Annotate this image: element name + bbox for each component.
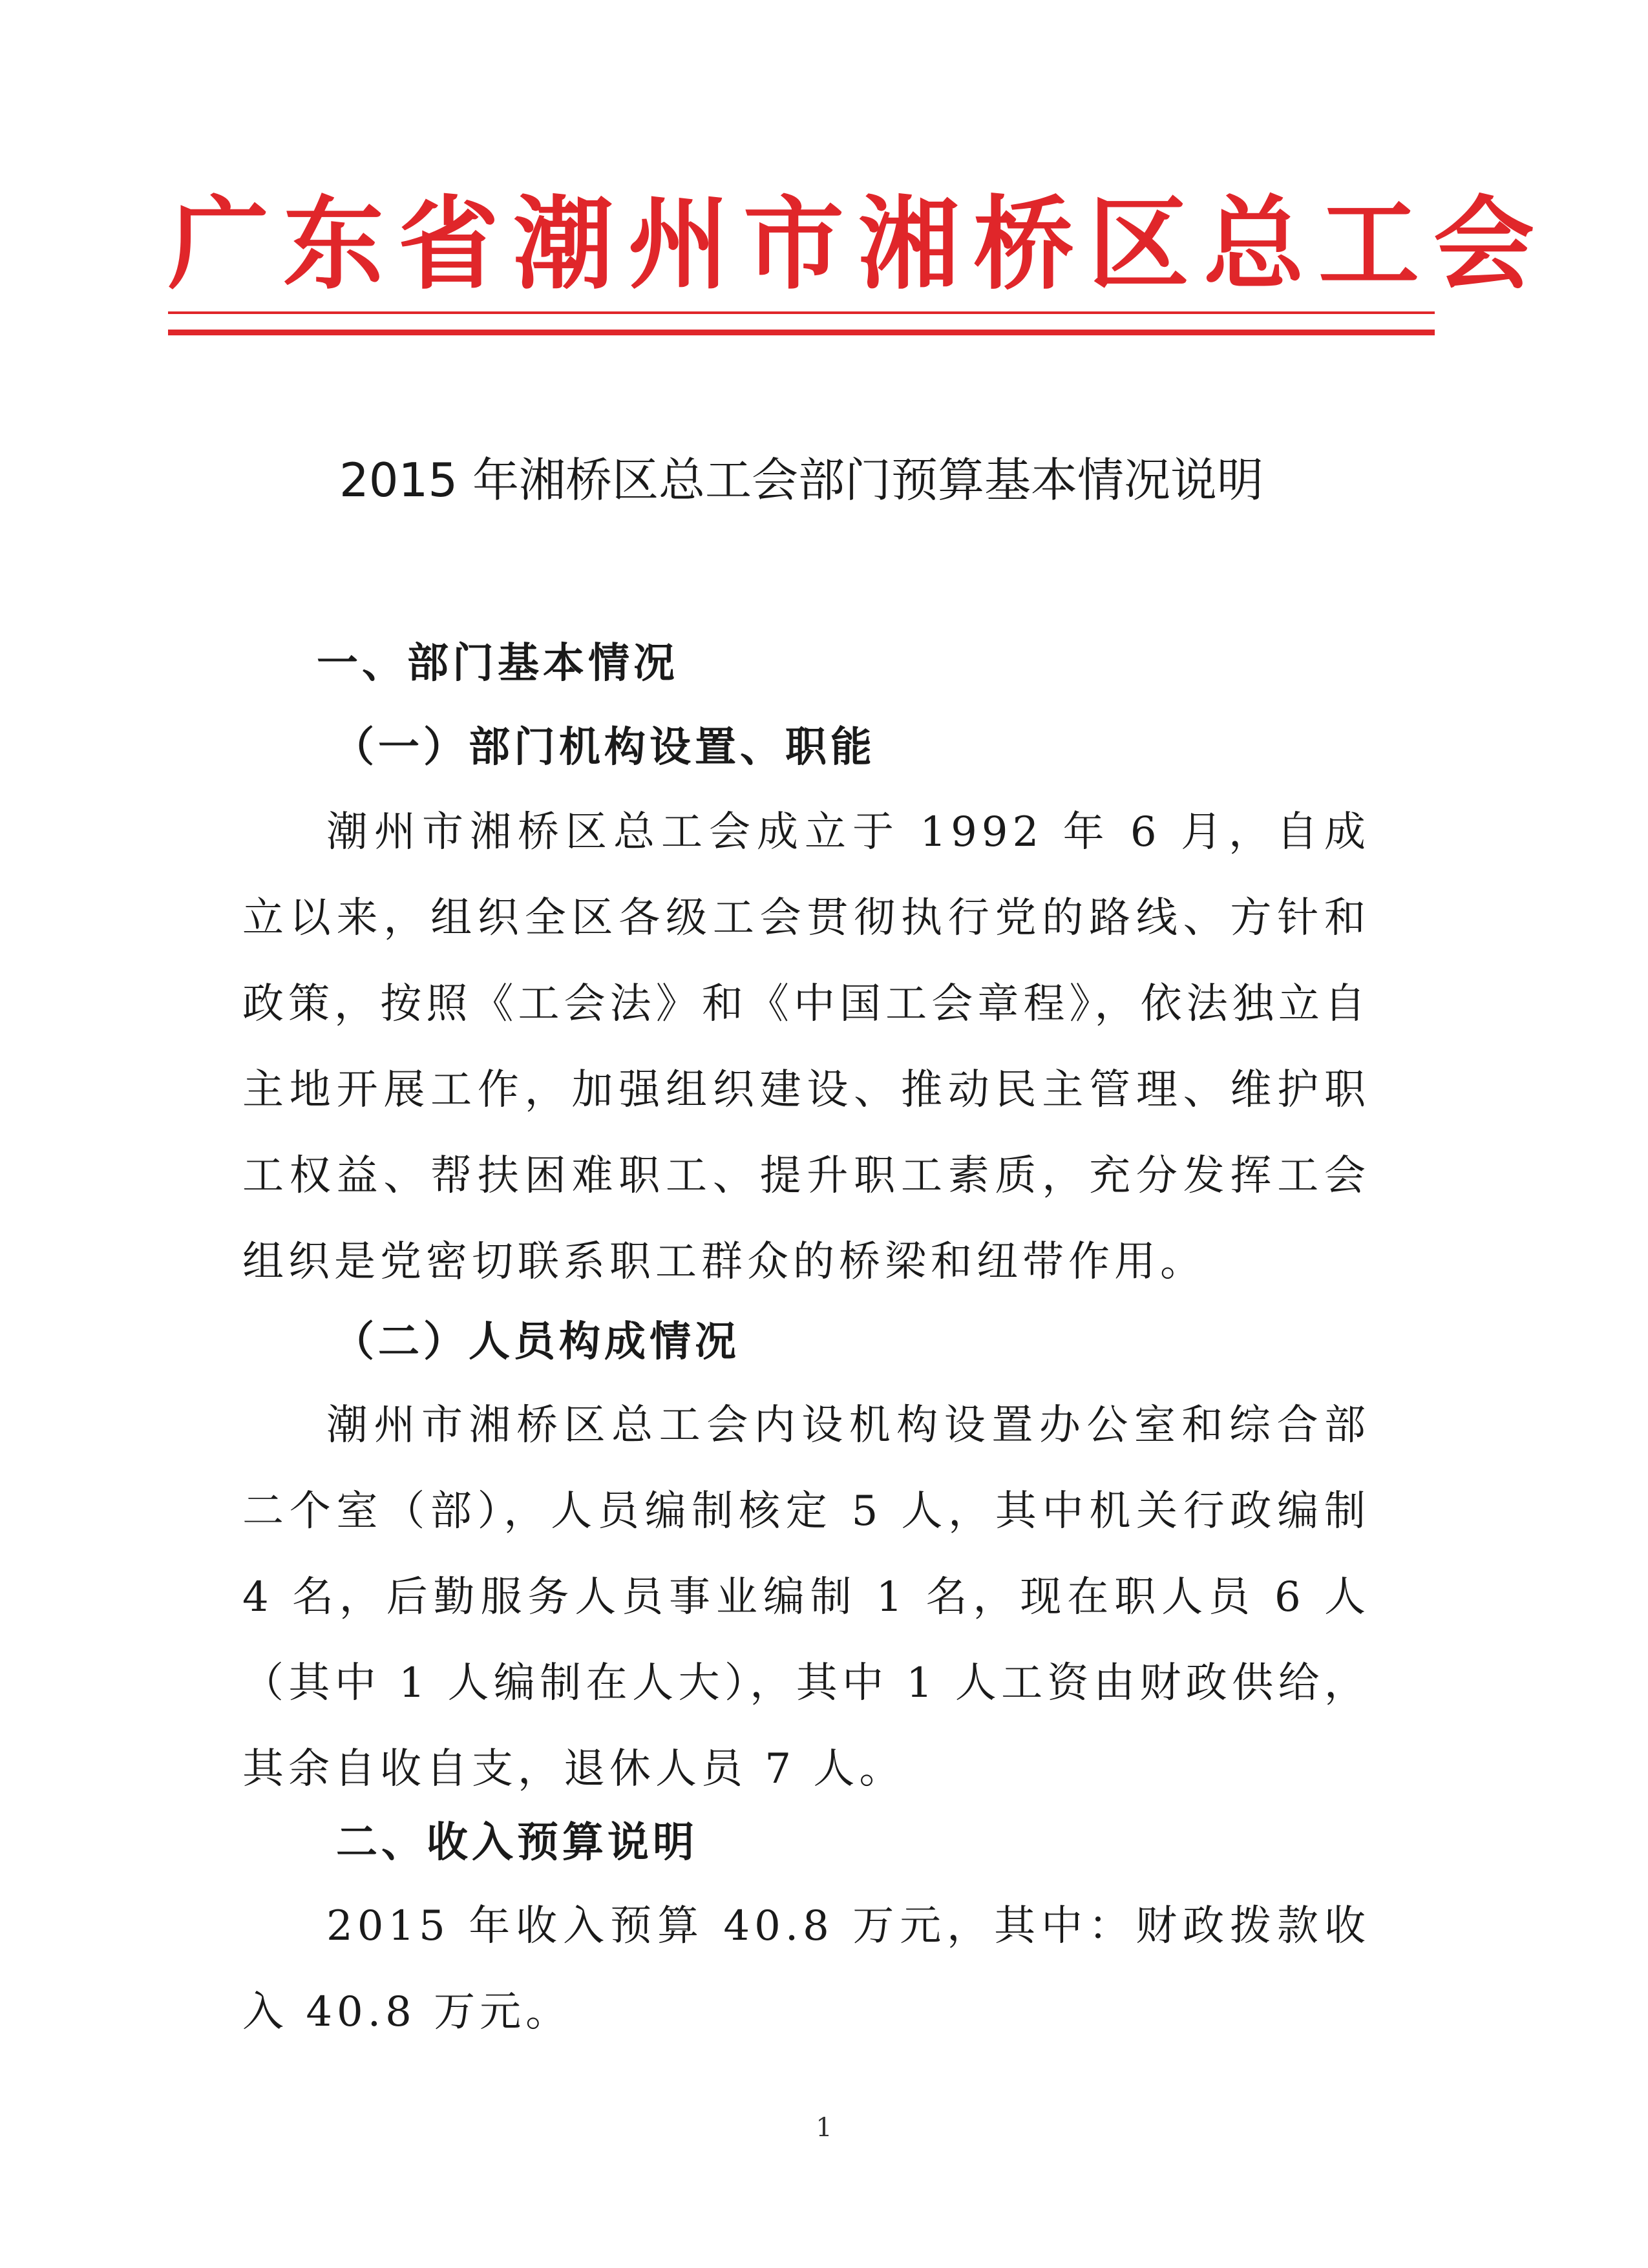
subsection-heading-1-1: （一）部门机构设置、职能 [333, 724, 876, 772]
section-heading-2: 二、收入预算说明 [336, 1819, 698, 1867]
section-heading-1: 一、部门基本情况 [317, 640, 679, 688]
letterhead-rule-thin [168, 311, 1435, 314]
letterhead-rule-thick [168, 330, 1435, 335]
document-title: 2015 年湘桥区总工会部门预算基本情况说明 [339, 453, 1264, 507]
paragraph-1-2: 潮州市湘桥区总工会内设机构设置办公室和综合部二个室（部），人员编制核定 5 人，其中机关行政编制 4 名，后勤服务人员事业编制 1 名，现在职人员 6 人（其中 1 人编制在人大），其中 1 人工资由财政供给，其余自收自支，退休人员 7 人。 [242, 1402, 1370, 1793]
paragraph-1-1: 潮州市湘桥区总工会成立于 1992 年 6 月，自成立以来，组织全区各级工会贯彻执行党的路线、方针和政策，按照《工会法》和《中国工会章程》，依法独立自主地开展工作，加强组织建设、推动民主管理、维护职工权益、帮扶困难职工、提升职工素质，充分发挥工会组织是党密切联系职工群众的桥梁和纽带作用。 [242, 808, 1370, 1286]
paragraph-2: 2015 年收入预算 40.8 万元，其中：财政拨款收入 40.8 万元。 [242, 1902, 1370, 2036]
letterhead [168, 162, 1548, 330]
page-number: 1 [816, 2113, 832, 2143]
subsection-heading-1-2: （二）人员构成情况 [333, 1318, 740, 1366]
letterhead-org-name: 广东省潮州市湘桥区总工会 [168, 185, 1548, 303]
